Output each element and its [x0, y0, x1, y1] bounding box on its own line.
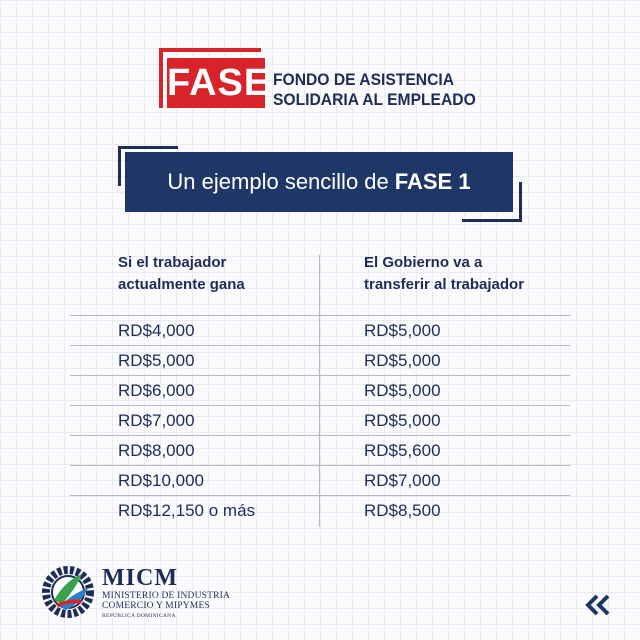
table-row	[70, 435, 570, 465]
column-header-transfer-line-2: transferir al trabajador	[364, 276, 525, 293]
transfer-cell: RD$5,000	[364, 351, 441, 370]
income-cell: RD$8,000	[118, 441, 195, 460]
table-row	[70, 465, 570, 495]
table-row	[70, 345, 570, 375]
micm-line-2: COMERCIO Y MIPYMES	[102, 601, 210, 611]
table-row	[70, 495, 570, 525]
table-row	[70, 315, 570, 345]
column-header-income-line-2: actualmente gana	[118, 276, 245, 293]
transfer-cell: RD$5,600	[364, 441, 441, 460]
income-cell: RD$6,000	[118, 381, 195, 400]
banner-text: Un ejemplo sencillo de	[167, 169, 389, 194]
column-header-transfer	[364, 252, 584, 296]
transfer-cell: RD$7,000	[364, 471, 441, 490]
double-chevron-left-icon[interactable]	[584, 594, 612, 616]
column-header-income-line-1: Si el trabajador	[118, 254, 227, 271]
table-row	[70, 375, 570, 405]
income-cell: RD$12,150 o más	[118, 501, 256, 520]
income-cell: RD$4,000	[118, 321, 195, 340]
income-cell: RD$10,000	[118, 471, 205, 490]
transfer-cell: RD$8,500	[364, 501, 441, 520]
column-header-income	[118, 252, 338, 296]
transfer-cell: RD$5,000	[364, 411, 441, 430]
fase-logo	[159, 48, 489, 114]
micm-emblem-icon	[36, 560, 100, 624]
transfer-cell: RD$5,000	[364, 321, 441, 340]
banner-bold-text: FASE 1	[394, 169, 471, 194]
column-header-transfer-line-1: El Gobierno va a	[364, 254, 483, 271]
income-cell: RD$7,000	[118, 411, 195, 430]
logo-fullname	[273, 70, 476, 110]
banner-box	[125, 152, 513, 212]
micm-line-3: REPÚBLICA DOMINICANA	[102, 613, 176, 619]
micm-acronym: MICM	[102, 565, 178, 591]
logo-acronym: FASE	[167, 58, 265, 108]
table-body	[70, 315, 570, 525]
logo-line-2: SOLIDARIA AL EMPLEADO	[273, 90, 476, 109]
micm-logo	[36, 560, 256, 630]
logo-line-1: FONDO DE ASISTENCIA	[273, 70, 455, 89]
transfer-cell: RD$5,000	[364, 381, 441, 400]
table-row	[70, 405, 570, 435]
micm-line-1: MINISTERIO DE INDUSTRIA	[102, 591, 231, 601]
title-banner	[118, 146, 522, 222]
income-cell: RD$5,000	[118, 351, 195, 370]
